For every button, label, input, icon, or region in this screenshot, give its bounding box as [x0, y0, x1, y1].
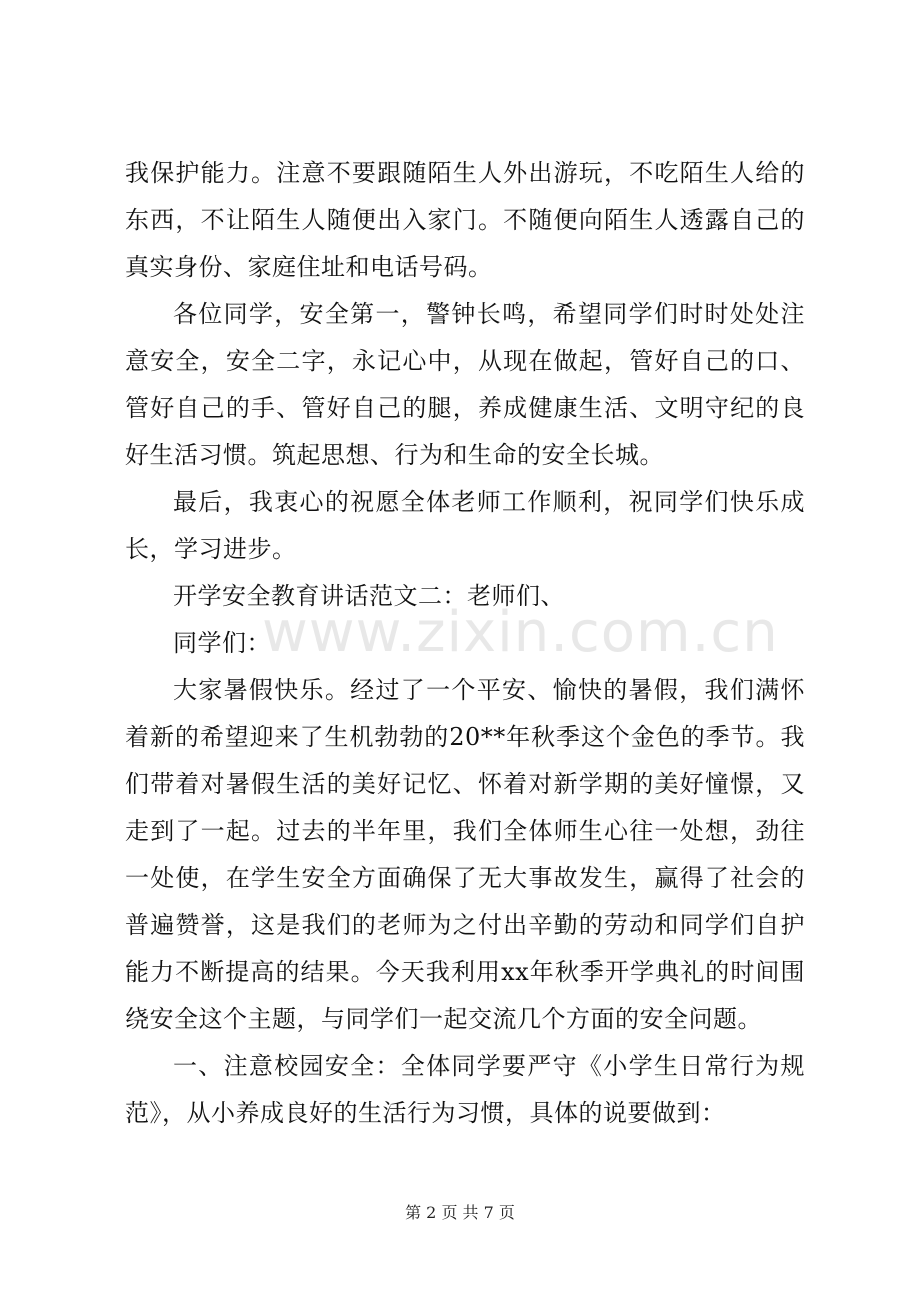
- salutation-students: 同学们：: [173, 629, 271, 657]
- page-footer: 第 2 页 共 7 页: [405, 1203, 515, 1222]
- paragraph-summer-greeting: 大家暑假快乐。经过了一个平安、愉快的暑假，我们满怀着新的希望迎来了生机勃勃的20**年秋季这个金色的季节。我们带着对暑假生活的美好记忆、怀着对新学期的美好憧憬，又走到了一起。过去的半年里，我们全体师生心往一处想，劲往一处使，在学生安全方面确保了无大事故发生，赢得了社会的普遍赞誉，这是我们的老师为之付出辛勤的劳动和同学们自护能力不断提高的结果。今天我利用xx年秋季开学典礼的时间围绕安全这个主题，与同学们一起交流几个方面的安全问题。: [125, 676, 805, 1033]
- paragraph-campus-safety: 一、注意校园安全：全体同学要严守《小学生日常行为规范》，从小养成良好的生活行为习惯，具体的说要做到：: [125, 1052, 805, 1127]
- watermark-text: www.zixin.com.cn: [262, 600, 779, 665]
- paragraph-closing-wishes: 最后，我衷心的祝愿全体老师工作顺利，祝同学们快乐成长，学习进步。: [125, 488, 805, 563]
- document-body: [125, 150, 805, 1137]
- paragraph-safety-first: 各位同学，安全第一，警钟长鸣，希望同学们时时处处注意安全，安全二字，永记心中，从现在做起，管好自己的口、管好自己的手、管好自己的腿，养成健康生活、文明守纪的良好生活习惯。筑起思想、行为和生命的安全长城。: [125, 300, 805, 469]
- section-heading-sample-two: 开学安全教育讲话范文二：老师们、: [173, 582, 565, 610]
- paragraph-continuation: 我保护能力。注意不要跟随陌生人外出游玩，不吃陌生人给的东西，不让陌生人随便出入家门。不随便向陌生人透露自己的真实身份、家庭住址和电话号码。: [125, 159, 805, 281]
